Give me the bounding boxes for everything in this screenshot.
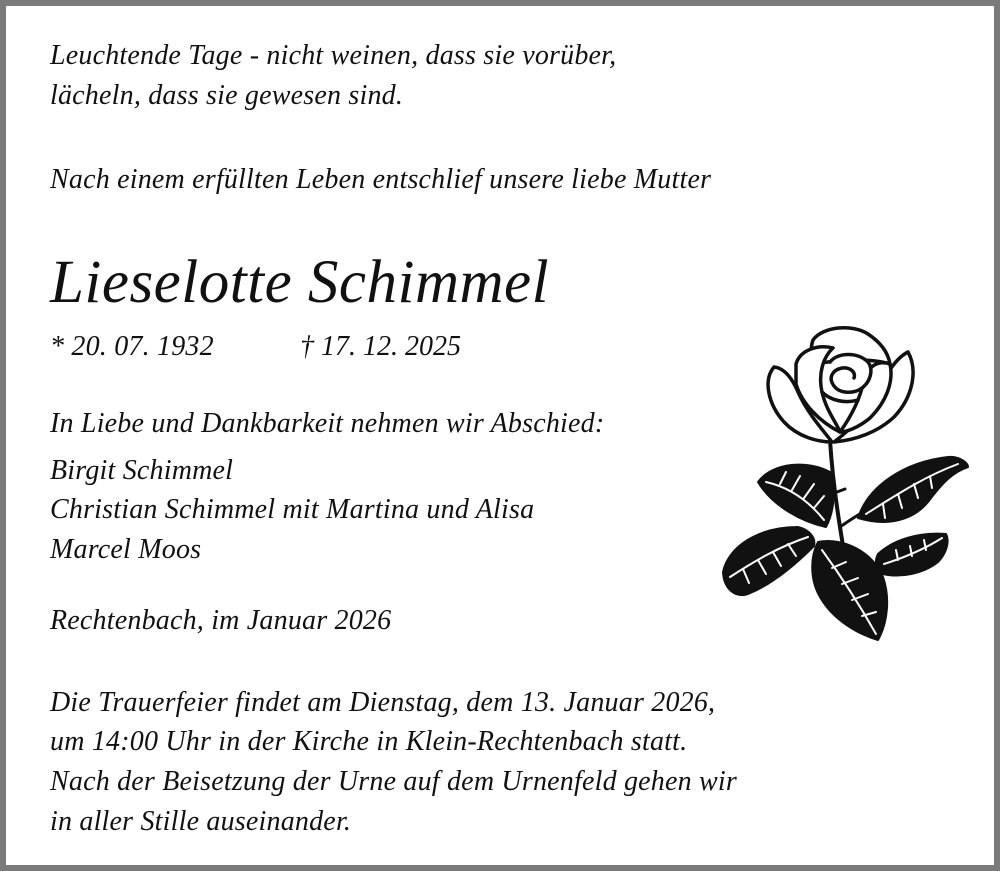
ceremony-line-4: in aller Stille auseinander. (50, 806, 352, 837)
intro-text: Nach einem erfüllten Leben entschlief unsere liebe Mutter (50, 164, 712, 195)
place-date: Rechtenbach, im Januar 2026 (50, 605, 392, 636)
deceased-name: Lieselotte Schimmel (50, 249, 550, 316)
motto-line-2: lächeln, dass sie gewesen sind. (50, 80, 404, 111)
rose-icon (718, 322, 970, 644)
farewell-text: In Liebe und Dankbarkeit nehmen wir Abschied: (50, 408, 605, 439)
motto-line-1: Leuchtende Tage - nicht weinen, dass sie vorüber, (50, 40, 617, 71)
ceremony-line-3: Nach der Beisetzung der Urne auf dem Urnenfeld gehen wir (50, 766, 737, 797)
mourner-2: Christian Schimmel mit Martina und Alisa (50, 494, 535, 525)
mourner-3: Marcel Moos (50, 534, 202, 565)
mourner-1: Birgit Schimmel (50, 455, 234, 486)
ceremony-line-2: um 14:00 Uhr in der Kirche in Klein-Rechtenbach statt. (50, 726, 688, 757)
death-date: † 17. 12. 2025 (300, 331, 461, 362)
ceremony-line-1: Die Trauerfeier findet am Dienstag, dem 13. Januar 2026, (50, 687, 716, 718)
birth-date: * 20. 07. 1932 (50, 331, 214, 362)
